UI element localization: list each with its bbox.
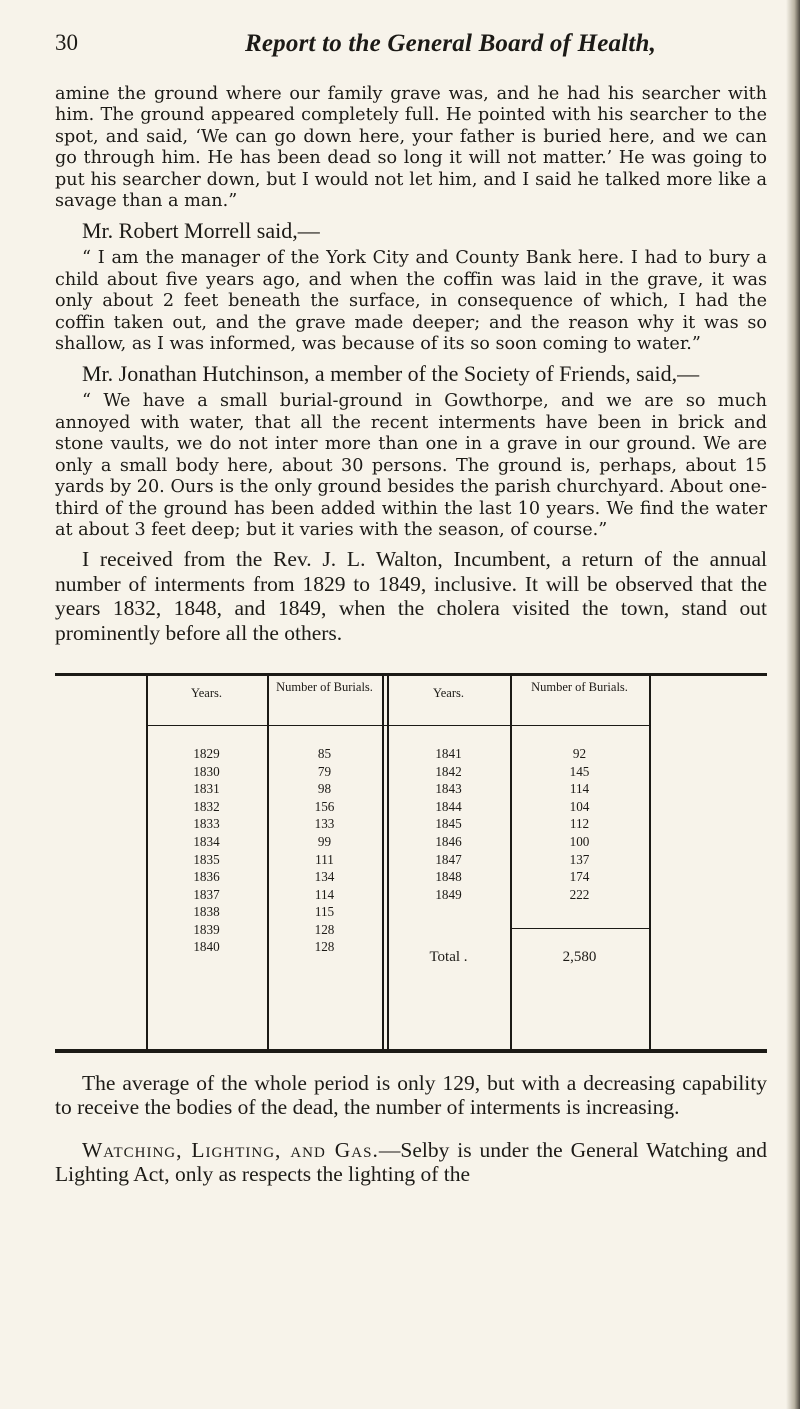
left-year-cell: 1834 bbox=[193, 833, 220, 849]
left-year-cell: 1829 bbox=[193, 745, 220, 761]
right-burials-cell: 137 bbox=[569, 851, 590, 867]
column-burials-left bbox=[267, 745, 382, 956]
left-burials-cell: 99 bbox=[317, 833, 332, 849]
column-years-left bbox=[146, 745, 267, 956]
left-year-cell: 1833 bbox=[193, 816, 220, 832]
quote-morrell: “ I am the manager of the York City and County Bank here. I had to bury a child about five years ago, and when the coffin was laid in the grave, it was only about 2 feet beneath the surface, in consequence of which, I had the coffin taken out, and the grave made deeper; and the reason why it was so shallow, as I was informed, was because of its so soon coming to water.” bbox=[55, 248, 767, 355]
left-year-cell: 1840 bbox=[193, 939, 220, 955]
table-column-rule bbox=[649, 676, 651, 1049]
section-heading-watching: Watching, Lighting, and Gas. bbox=[82, 1137, 379, 1162]
right-year-cell: 1846 bbox=[435, 833, 462, 849]
left-burials-cell: 134 bbox=[314, 869, 335, 885]
page-edge-shadow bbox=[786, 0, 800, 1409]
left-burials-cell: 98 bbox=[317, 781, 332, 797]
left-burials-cell: 114 bbox=[314, 886, 335, 902]
right-burials-cell: 112 bbox=[569, 816, 590, 832]
left-burials-cell: 111 bbox=[315, 851, 334, 867]
left-burials-cell: 133 bbox=[314, 816, 335, 832]
table-header-rule bbox=[146, 725, 649, 727]
paragraph-continuation: amine the ground where our family grave was, and he had his searcher with him. The ground appeared completely full. He pointed with his searcher to the spot, and said, ‘We can go down here, your father is buried here, and we can go through him. He has been dead so long it will not matter.’ He was going to put his searcher down, but I would not let him, and I said he talked more like a savage than a man.” bbox=[55, 84, 767, 212]
speaker-hutchinson: Mr. Jonathan Hutchinson, a member of the Society of Friends, said,— bbox=[82, 361, 700, 387]
right-year-cell: 1848 bbox=[435, 869, 462, 885]
total-label: Total . bbox=[429, 948, 468, 965]
table-column-rule bbox=[382, 676, 384, 1049]
table-top-rule bbox=[55, 673, 767, 676]
table-total-rule bbox=[511, 928, 649, 930]
left-year-cell: 1832 bbox=[193, 798, 220, 814]
page-number: 30 bbox=[55, 30, 78, 55]
left-year-cell: 1831 bbox=[193, 781, 220, 797]
paragraph-watching bbox=[55, 1138, 767, 1187]
right-burials-cell: 145 bbox=[569, 763, 590, 779]
left-year-cell: 1839 bbox=[193, 921, 220, 937]
right-year-cell: 1845 bbox=[435, 816, 462, 832]
quote-hutchinson: “ We have a small burial-ground in Gowthorpe, and we are so much annoyed with water, that all the recent interments have been in brick and stone vaults, we do not inter more than one in a grave in our ground. We are only a small body here, about 30 persons. The ground is, perhaps, about 15 yards by 20. Ours is the only ground besides the parish churchyard. About one-third of the ground has been added within the last 10 years. We find the water at about 3 feet deep; but it varies with the season, of course.” bbox=[55, 391, 767, 540]
page-header bbox=[55, 30, 767, 64]
document-page bbox=[55, 30, 767, 1187]
burials-table bbox=[55, 673, 767, 1053]
right-year-cell: 1842 bbox=[435, 763, 462, 779]
paragraph-walton-return: I received from the Rev. J. L. Walton, Incumbent, a return of the annual number of interments from 1829 to 1849, inclusive. It will be observed that the years 1832, 1848, and 1849, when the cholera visited the town, stand out prominently before all the others. bbox=[55, 547, 767, 645]
right-year-cell: 1841 bbox=[435, 745, 462, 761]
running-title: Report to the General Board of Health, bbox=[245, 30, 657, 57]
left-burials-cell: 115 bbox=[314, 904, 335, 920]
right-burials-cell: 114 bbox=[569, 781, 590, 797]
left-burials-cell: 128 bbox=[314, 921, 335, 937]
left-year-cell: 1836 bbox=[193, 869, 220, 885]
total-value: 2,580 bbox=[562, 948, 597, 965]
header-years-left: Years. bbox=[190, 685, 223, 700]
table-bottom-rule bbox=[55, 1049, 767, 1053]
header-burials-left: Number of Burials. bbox=[276, 679, 373, 694]
left-burials-cell: 156 bbox=[314, 798, 335, 814]
paragraph-average: The average of the whole period is only 129, but with a decreasing capability to receive the bodies of the dead, the number of interments is increasing. bbox=[55, 1070, 767, 1120]
right-burials-cell: 92 bbox=[572, 745, 587, 761]
right-year-cell: 1843 bbox=[435, 781, 462, 797]
right-year-cell: 1847 bbox=[435, 851, 462, 867]
watching-text: —Selby is under the General Watching and Lighting Act, only as respects the lighting of the bbox=[55, 1137, 767, 1187]
header-years-right: Years. bbox=[432, 685, 465, 700]
column-years-right bbox=[387, 745, 510, 903]
left-year-cell: 1830 bbox=[193, 763, 220, 779]
left-burials-cell: 128 bbox=[314, 939, 335, 955]
column-burials-right bbox=[510, 745, 649, 903]
left-year-cell: 1838 bbox=[193, 904, 220, 920]
header-burials-right: Number of Burials. bbox=[531, 679, 628, 694]
right-burials-cell: 100 bbox=[569, 833, 590, 849]
left-burials-cell: 85 bbox=[317, 745, 332, 761]
right-burials-cell: 174 bbox=[569, 869, 590, 885]
right-year-cell: 1849 bbox=[435, 886, 462, 902]
right-burials-cell: 104 bbox=[569, 798, 590, 814]
speaker-morrell: Mr. Robert Morrell said,— bbox=[82, 218, 320, 244]
right-year-cell: 1844 bbox=[435, 798, 462, 814]
left-year-cell: 1835 bbox=[193, 851, 220, 867]
left-year-cell: 1837 bbox=[193, 886, 220, 902]
right-burials-cell: 222 bbox=[569, 886, 590, 902]
left-burials-cell: 79 bbox=[317, 763, 332, 779]
